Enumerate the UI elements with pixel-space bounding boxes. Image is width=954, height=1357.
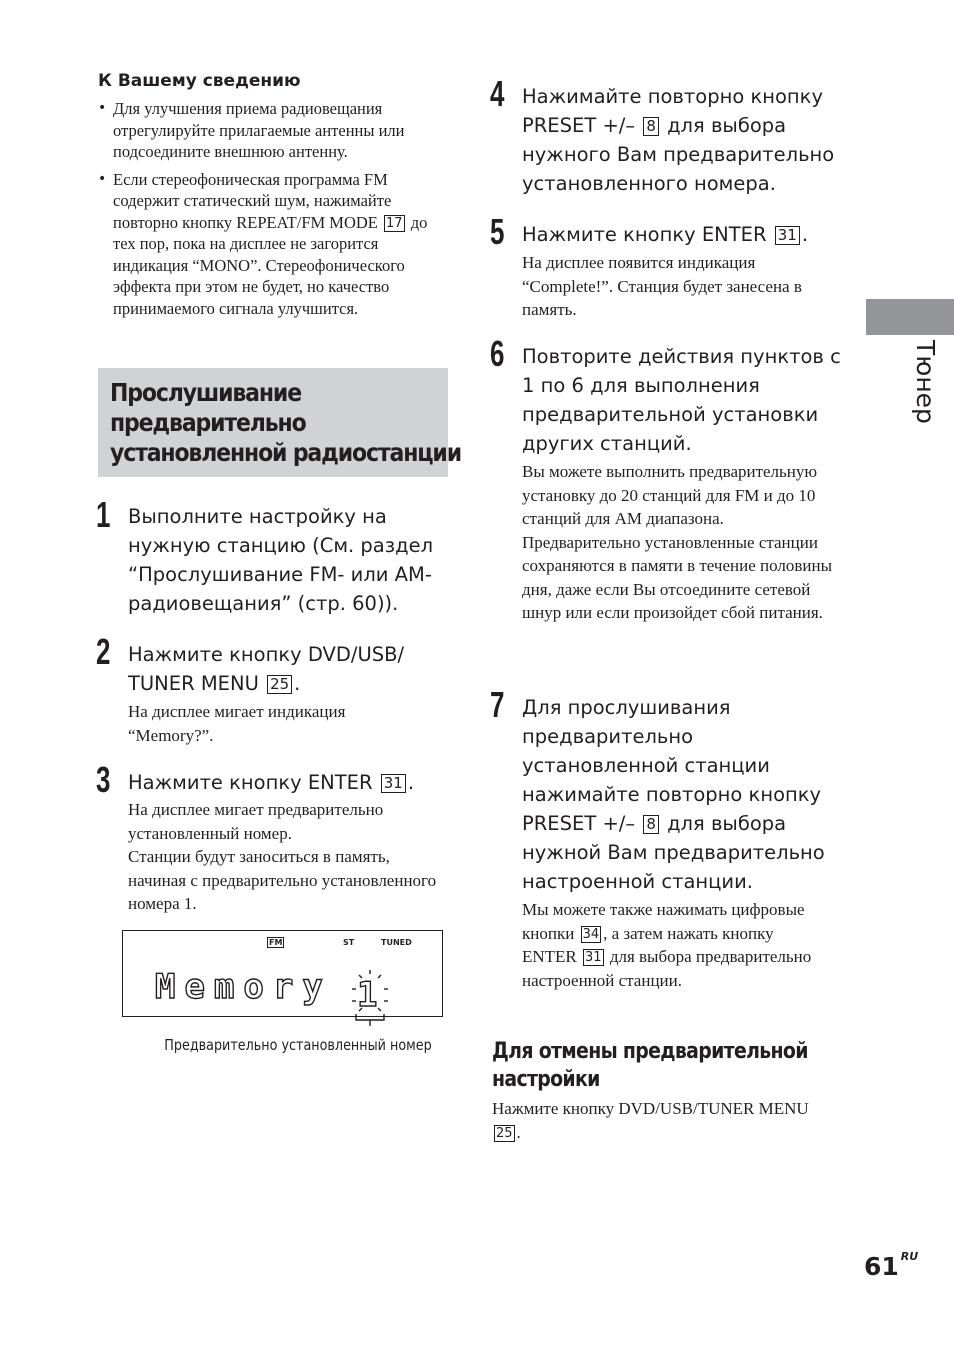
step-3-detail: [128, 798, 450, 916]
step-number: 5: [490, 211, 505, 252]
step-3-text-end: .: [407, 771, 415, 794]
button-number-badge: 8: [643, 815, 659, 834]
cancel-instruction: [492, 1097, 832, 1144]
step-7-detail-text: , а затем нажать кнопку ENTER: [522, 923, 774, 966]
step-1-instruction: Выполните настройку на нужную станцию (См. раздел “Прослушивание FM- или AM-радиовещания” (стр. 60)).: [128, 505, 434, 615]
section-title-line: установленной радиостанции: [110, 438, 461, 467]
step-6-instruction: Повторите действия пунктов с 1 по 6 для выполнения предварительной установки других станций.: [522, 345, 841, 455]
step-3-detail-line: На дисплее мигает предварительно установленный номер.: [128, 800, 384, 843]
button-number-badge: 25: [267, 675, 292, 694]
step-number: 2: [96, 631, 111, 672]
step-6-detail: [522, 460, 844, 625]
step-number: 7: [490, 684, 505, 725]
display-illustration: [122, 930, 443, 1017]
page-language-suffix: RU: [900, 1250, 919, 1263]
step-3-detail-line: Станции будут заноситься в память, начиная с предварительно установленного номера 1.: [128, 847, 437, 913]
step-5-text: Нажмите кнопку ENTER: [522, 223, 767, 246]
step-7-detail-text: Мы можете также нажимать цифровые кнопки: [522, 900, 805, 943]
step-number: 6: [490, 333, 505, 374]
step-7-detail-text: для выбора предварительно настроенной станции.: [522, 947, 812, 990]
display-text: Memory: [155, 967, 332, 1007]
button-number-badge: 31: [585, 950, 602, 965]
step-7-text-end: для выбора нужной Вам предварительно настроенной станции.: [522, 812, 825, 893]
step-4-text-end: для выбора нужного Вам предварительно установленного номера.: [522, 114, 835, 195]
step-2-text-end: .: [294, 672, 301, 695]
step-2-instruction: [128, 640, 428, 698]
fm-indicator: FM: [269, 938, 283, 947]
cancel-text-end: .: [516, 1122, 521, 1142]
button-number-badge: 31: [381, 774, 406, 793]
step-5-instruction: [522, 220, 842, 249]
cancel-subsection-title: [492, 1038, 808, 1094]
tuned-indicator: TUNED: [381, 938, 412, 947]
page-number-value: 61: [864, 1252, 899, 1281]
step-2-detail: На дисплее мигает индикация “Memory?”.: [128, 702, 346, 745]
button-number-badge: 34: [582, 926, 600, 942]
step-5-detail: На дисплее появится индикация “Complete!”. Станция будет занесена в память.: [522, 253, 802, 319]
page-number: [864, 1252, 918, 1281]
side-tab-marker: [866, 299, 954, 335]
step-number: 1: [96, 494, 111, 535]
note-list: [98, 98, 448, 325]
note-bullet: [98, 98, 448, 163]
section-title-line: предварительно: [110, 408, 306, 437]
step-4-instruction: [522, 82, 842, 198]
note-bullet-2-text: Если стереофоническая программа FM содержит статический шум, нажимайте повторно кнопку REPEAT/FM MODE: [113, 169, 392, 232]
note-title: К Вашему сведению: [98, 71, 301, 91]
cancel-text: Нажмите кнопку DVD/USB/TUNER MENU: [492, 1099, 809, 1118]
button-number-badge: 17: [386, 215, 403, 231]
step-7-instruction: [522, 693, 840, 896]
note-bullet: [98, 169, 448, 320]
button-number-badge: 25: [496, 1125, 513, 1141]
step-7-detail: [522, 898, 812, 992]
step-number: 4: [490, 73, 505, 114]
step-4-text: Нажимайте повторно кнопку PRESET +/–: [522, 85, 823, 137]
step-3-instruction: [128, 768, 448, 797]
step-6-detail-line: Предварительно установленные станции сохраняются в памяти в течение половины дня, даже если Вы отсоедините сетевой шнур или если произойдет сбой питания.: [522, 532, 833, 622]
section-title-line: Прослушивание: [110, 378, 301, 407]
display-caption: Предварительно установленный номер: [164, 1036, 432, 1054]
note-bullet-1-text: Для улучшения приема радиовещания отрегулируйте прилагаемые антенны или подсоедините внешнюю антенну.: [113, 99, 405, 161]
note-bullet-2-text-cont: до тех пор, пока на дисплее не загорится индикация “MONO”. Стереофонического эффекта при этом не будет, но качество принимаемого сигнала улучшится.: [113, 212, 428, 318]
button-number-badge: 8: [643, 117, 659, 136]
step-5-text-end: .: [801, 223, 809, 246]
blink-rays-icon: [345, 967, 395, 1027]
step-2-text: Нажмите кнопку DVD/USB/ TUNER MENU: [128, 643, 405, 695]
step-3-text: Нажмите кнопку ENTER: [128, 771, 373, 794]
button-number-badge: 31: [775, 226, 800, 245]
stereo-indicator: ST: [343, 938, 355, 947]
step-7-text: Для прослушивания предварительно установленной станции нажимайте повторно кнопку PRESET +/–: [522, 696, 822, 835]
preset-number-display: 1: [357, 975, 378, 1015]
cancel-title-line: настройки: [492, 1067, 600, 1092]
step-number: 3: [96, 759, 111, 800]
cancel-title-line: Для отмены предварительной: [492, 1039, 808, 1064]
section-title: [110, 378, 461, 468]
step-6-detail-line: Вы можете выполнить предварительную установку до 20 станций для FM и до 10 станций для AM диапазона.: [522, 462, 818, 528]
side-tab-label: Тюнер: [911, 340, 940, 424]
